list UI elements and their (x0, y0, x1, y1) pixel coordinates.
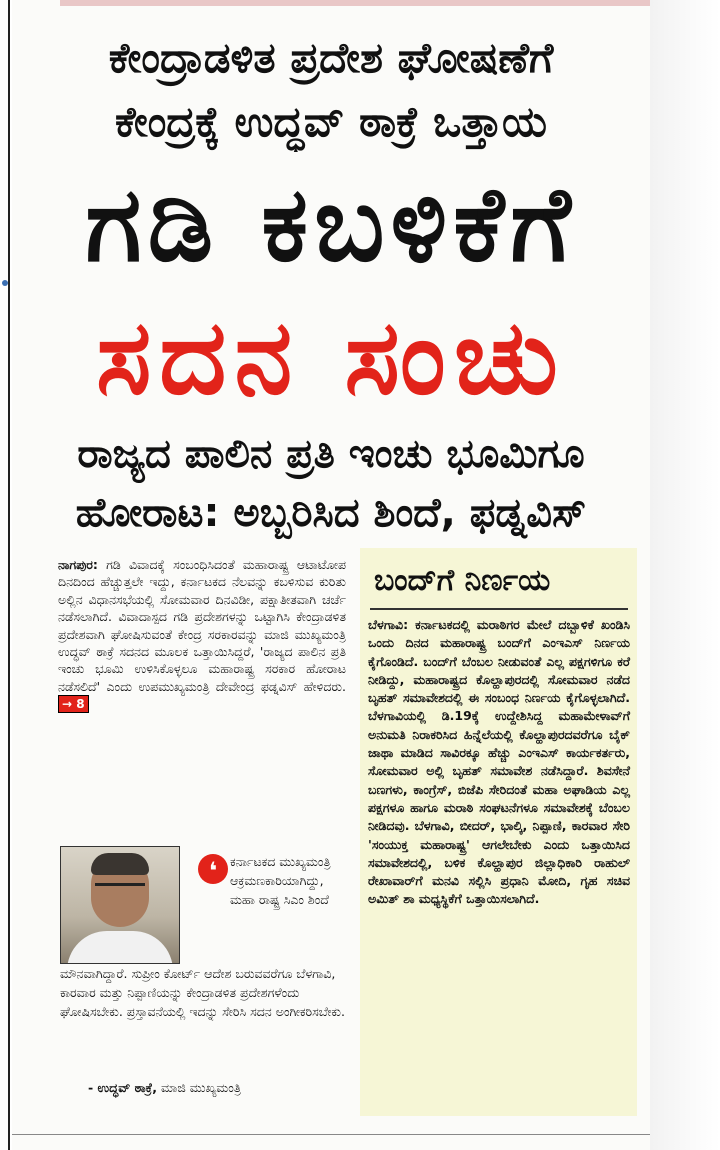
headline-sub-line2: ಹೋರಾಟ: ಅಬ್ಬರಿಸಿದ ಶಿಂದೆ, ಫಡ್ನವಿಸ್ (75, 490, 587, 536)
photo-glasses-shape (95, 883, 145, 896)
page-bottom-rule (12, 1134, 650, 1135)
quote-box (52, 840, 352, 1122)
story-body: ಗಡಿ ವಿವಾದಕ್ಕೆ ಸಂಬಂಧಿಸಿದಂತೆ ಮಹಾರಾಷ್ಟ್ರ ಆಟಾಟೋಪ ದಿನದಿಂದ ಹೆಚ್ಚುತ್ತಲೇ ಇದ್ದು, ಕರ್ನಾಟಕದ ನೆಲವನ್ನು ಕಬಳಿಸುವ ಕುರಿತು ಅಲ್ಲಿನ ವಿಧಾನಸಭೆಯಲ್ಲಿ ಸೋಮವಾರ ದಿನವಿಡೀ, ಪಕ್ಷಾತೀತವಾಗಿ ಚರ್ಚೆ ನಡೆಸಲಾಗಿದೆ. ವಿವಾದಾಸ್ಪದ ಗಡಿ ಪ್ರದೇಶಗಳನ್ನು ಒಟ್ಟಾಗಿಸಿ ಕೇಂದ್ರಾಡಳಿತ ಪ್ರದೇಶವಾಗಿ ಘೋಷಿಸುವಂತೆ ಕೇಂದ್ರ ಸರಕಾರವನ್ನು ಮಾಜಿ ಮುಖ್ಯಮಂತ್ರಿ ಉದ್ಧವ್ ಠಾಕ್ರೆ ಸದನದ ಮೂಲಕ ಒತ್ತಾಯಿಸಿದ್ದರೆ, 'ರಾಜ್ಯದ ಪಾಲಿನ ಪ್ರತಿ ಇಂಚು ಭೂಮಿ ಉಳಿಸಿಕೊಳ್ಳಲೂ ಮಹಾರಾಷ್ಟ್ರ ಸರಕಾರ ಹೋರಾಟ ನಡೆಸಲಿದೆ' ಎಂದು ಉಪಮುಖ್ಯಮಂತ್ರಿ ದೇವೇಂದ್ರ ಫಡ್ನವಿಸ್ ಹೇಳಿದರು. (58, 557, 346, 694)
uddhav-thackeray-photo (60, 846, 180, 964)
quote-mark-icon: ❛ (198, 854, 228, 884)
bandh-sidebar (360, 548, 637, 1116)
top-photo-strip (60, 0, 650, 6)
jump-arrow-icon: → (62, 697, 73, 712)
sidebar-divider (370, 608, 628, 610)
quote-attribution (88, 1078, 350, 1097)
page-edge-shadow (650, 0, 720, 1150)
margin-dot (2, 280, 8, 286)
quote-side-text: ಕರ್ನಾಟಕದ ಮುಖ್ಯಮಂತ್ರಿ ಆಕ್ರಮಣಕಾರಿಯಾಗಿದ್ದು, ಮಹಾ ರಾಷ್ಟ್ರ ಸಿಎಂ ಶಿಂದೆ (230, 854, 331, 907)
jump-page-number: 8 (76, 697, 85, 712)
photo-shirt-shape (67, 931, 173, 964)
quote-attribution-name: - ಉದ್ಧವ್ ಠಾಕ್ರೆ, (88, 1080, 158, 1095)
quote-main-text: ಮೌನವಾಗಿದ್ದಾರೆ. ಸುಪ್ರೀಂ ಕೋರ್ಟ್ ಆದೇಶ ಬರುವವರೆಗೂ ಬೆಳಗಾವಿ, ಕಾರವಾರ ಮತ್ತು ನಿಪ್ಪಾಣಿಯನ್ನು ಕೇಂದ್ರಾಡಳಿತ ಪ್ರದೇಶಗಳೆಂದು ಘೋಷಿಸಬೇಕು. ಪ್ರಸ್ತಾವನೆಯಲ್ಲಿ ಇದನ್ನು ಸೇರಿಸಿ ಸದನ ಅಂಗೀಕರಿಸಬೇಕು. (60, 966, 346, 1019)
continued-on-page-link[interactable] (58, 695, 89, 713)
sidebar-body: ಬೆಳಗಾವಿ: ಕರ್ನಾಟಕದಲ್ಲಿ ಮರಾಠಿಗರ ಮೇಲೆ ದಬ್ಬಾಳಿಕೆ ಖಂಡಿಸಿ ಒಂದು ದಿನದ ಮಹಾರಾಷ್ಟ್ರ ಬಂದ್‌ಗೆ ಎಂಇಎಸ್ ನಿರ್ಣಯ ಕೈಗೊಂಡಿದೆ. ಬಂದ್‌ಗೆ ಬೆಂಬಲ ನೀಡುವಂತೆ ಎಲ್ಲ ಪಕ್ಷಗಳಿಗೂ ಕರೆ ನೀಡಿದ್ದು, ಮಹಾರಾಷ್ಟ್ರದ ಕೊಲ್ಹಾಪುರದಲ್ಲಿ ಸೋಮವಾರ ನಡೆದ ಬೃಹತ್ ಸಮಾವೇಶದಲ್ಲಿ ಈ ಸಂಬಂಧ ನಿರ್ಣಯ ಕೈಗೊಳ್ಳಲಾಗಿದೆ. ಬೆಳಗಾವಿಯಲ್ಲಿ ಡಿ.19ಕ್ಕೆ ಉದ್ದೇಶಿಸಿದ್ದ ಮಹಾಮೇಳಾವ್‌ಗೆ ಅನುಮತಿ ನಿರಾಕರಿಸಿದ ಹಿನ್ನೆಲೆಯಲ್ಲಿ ಕೊಲ್ಹಾಪುರದವರೆಗೂ ಬೈಕ್ ಜಾಥಾ ಮಾಡಿದ ಸಾವಿರಕ್ಕೂ ಹೆಚ್ಚು ಎಂಇಎಸ್ ಕಾರ್ಯಕರ್ತರು, ಸೋಮವಾರ ಅಲ್ಲಿ ಬೃಹತ್ ಸಮಾವೇಶ ನಡೆಸಿದ್ದಾರೆ. ಶಿವಸೇನೆ ಬಣಗಳು, ಕಾಂಗ್ರೆಸ್, ಬಿಜೆಪಿ ಸೇರಿದಂತೆ ಮಹಾ ಅಘಾಡಿಯ ಎಲ್ಲ ಪಕ್ಷಗಳೂ ಹಾಗೂ ಮರಾಠಿ ಸಂಘಟನೆಗಳೂ ಸಮಾವೇಶಕ್ಕೆ ಬೆಂಬಲ ನೀಡಿದವು. ಬೆಳಗಾವಿ, ಬೀದರ್, ಭಾಲ್ಕಿ, ನಿಪ್ಪಾಣಿ, ಕಾರವಾರ ಸೇರಿ 'ಸಂಯುಕ್ತ ಮಹಾರಾಷ್ಟ್ರ' ಆಗಲೇಬೇಕು ಎಂದು ಒತ್ತಾಯಿಸಿದ ಸಮಾವೇಶದಲ್ಲಿ, ಬಳಿಕ ಕೊಲ್ಹಾಪುರ ಜಿಲ್ಲಾಧಿಕಾರಿ ರಾಹುಲ್ ರೇಖಾವಾರ್‌ಗೆ ಮನವಿ ಸಲ್ಲಿಸಿ ಪ್ರಧಾನಿ ಮೋದಿ, ಗೃಹ ಸಚಿವ ಅಮಿತ್ ಶಾ ಮಧ್ಯಸ್ಥಿಕೆಗೆ ಒತ್ತಾಯಿಸಲಾಗಿದೆ. (368, 617, 630, 907)
main-story (58, 556, 346, 713)
story-dateline: ನಾಗಪುರ: (58, 557, 98, 572)
sidebar-title: ಬಂದ್‌ಗೆ ನಿರ್ಣಯ (374, 563, 551, 598)
headline-kicker-line2: ಕೇಂದ್ರಕ್ಕೆ ಉದ್ಧವ್ ಠಾಕ್ರೆ ಒತ್ತಾಯ (115, 97, 547, 146)
quote-attribution-role: ಮಾಜಿ ಮುಖ್ಯಮಂತ್ರಿ (157, 1080, 241, 1095)
headline-kicker-line1: ಕೇಂದ್ರಾಡಳಿತ ಪ್ರದೇಶ ಘೋಷಣೆಗೆ (108, 33, 554, 82)
page-left-border (8, 0, 10, 1150)
headline-main-line1: ಗಡಿ ಕಬಳಿಕೆಗೆ (85, 163, 577, 285)
headline-main-line2: ಸದನ ಸಂಚು (96, 296, 566, 418)
headline-sub-line1: ರಾಜ್ಯದ ಪಾಲಿನ ಪ್ರತಿ ಇಂಚು ಭೂಮಿಗೂ (77, 431, 585, 477)
photo-hair-shape (91, 853, 149, 875)
